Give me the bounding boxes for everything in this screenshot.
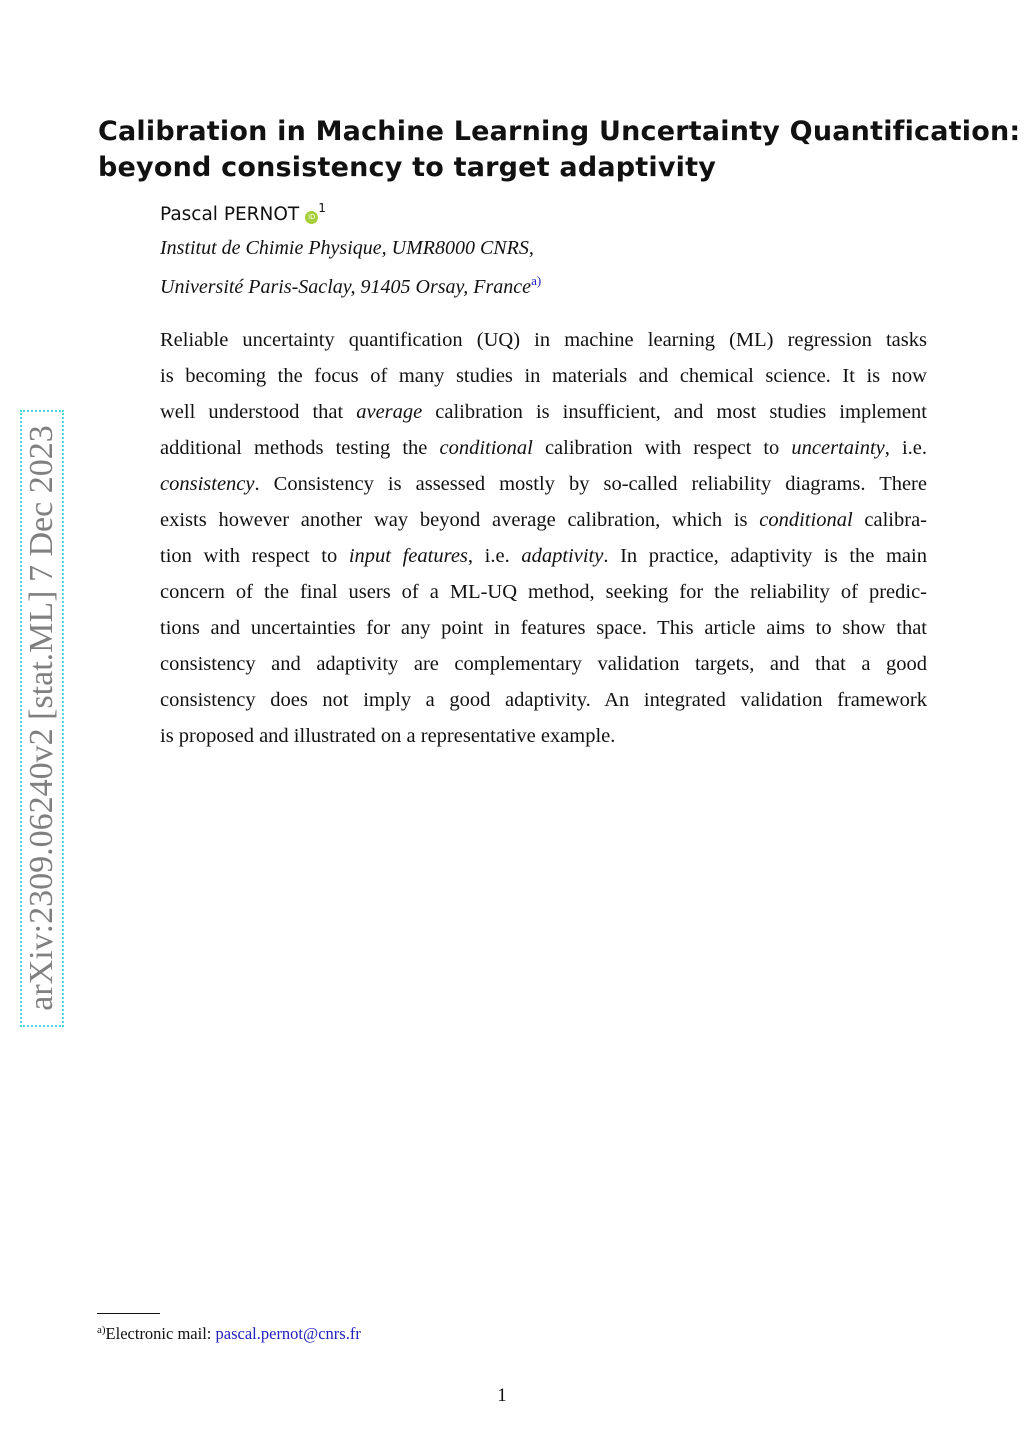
- abstract-text: Reliable uncertainty quantification (UQ) in machine learning (ML) regression tasks: [160, 329, 927, 351]
- emphasized-term: adaptivity: [521, 545, 604, 567]
- title-line-2: beyond consistency to target adaptivity: [98, 152, 717, 183]
- abstract-line: [160, 614, 927, 650]
- footnote-mark: a): [97, 1324, 106, 1336]
- abstract-text: calibra-: [852, 509, 927, 531]
- affiliation-text: Université Paris-Saclay, 91405 Orsay, France: [160, 276, 532, 298]
- abstract-line: [160, 470, 927, 506]
- orcid-icon[interactable]: iD: [305, 211, 318, 224]
- abstract-text: is proposed and illustrated on a representative example.: [160, 725, 616, 747]
- abstract-text: is becoming the focus of many studies in materials and chemical science. It is now: [160, 365, 927, 387]
- abstract-text: concern of the final users of a ML-UQ method, seeking for the reliability of predic-: [160, 581, 927, 603]
- abstract-line: [160, 362, 927, 398]
- abstract-line: [160, 434, 927, 470]
- emphasized-term: consistency: [160, 473, 255, 495]
- arxiv-identifier[interactable]: arXiv:2309.06240v2 [stat.ML] 7 Dec 2023: [23, 425, 60, 1011]
- abstract-line: [160, 398, 927, 434]
- abstract-text: , i.e.: [884, 437, 928, 459]
- abstract-line: [160, 326, 927, 362]
- abstract-text: . Consistency is assessed mostly by so-called reliability diagrams. There: [254, 473, 927, 495]
- author: [160, 201, 326, 225]
- emphasized-term: input features: [348, 545, 468, 567]
- abstract-text: . In practice, adaptivity is the main: [603, 545, 927, 567]
- emphasized-term: average: [356, 401, 423, 423]
- abstract-line: [160, 686, 927, 722]
- abstract-text: well understood that: [160, 401, 357, 423]
- affiliation-line-2: [160, 273, 541, 299]
- emphasized-term: uncertainty: [791, 437, 885, 459]
- abstract-line: [160, 542, 927, 578]
- footnote-rule: [97, 1313, 160, 1314]
- author-name: Pascal PERNOT: [160, 204, 300, 225]
- abstract-line: [160, 506, 927, 542]
- abstract-text: calibration is insufficient, and most studies implement: [422, 401, 927, 423]
- abstract-line: [160, 578, 927, 614]
- abstract-text: tion with respect to: [160, 545, 349, 567]
- abstract-text: , i.e.: [467, 545, 522, 567]
- emphasized-term: conditional: [439, 437, 533, 459]
- abstract-text: calibration with respect to: [532, 437, 792, 459]
- abstract-text: tions and uncertainties for any point in features space. This article aims to show that: [160, 617, 927, 639]
- footnote: [97, 1324, 361, 1344]
- title-line-1: Calibration in Machine Learning Uncertainty Quantification:: [98, 116, 1021, 147]
- affiliation-line-1: Institut de Chimie Physique, UMR8000 CNRS,: [160, 237, 534, 259]
- abstract-line: [160, 650, 927, 686]
- email-link[interactable]: pascal.pernot@cnrs.fr: [215, 1324, 361, 1343]
- page-number: 1: [497, 1385, 507, 1406]
- abstract-text: consistency and adaptivity are complementary validation targets, and that a good: [160, 653, 927, 675]
- affiliation-mark: 1: [318, 201, 326, 215]
- abstract-line: [160, 722, 927, 758]
- abstract-text: additional methods testing the: [160, 437, 440, 459]
- emphasized-term: conditional: [759, 509, 853, 531]
- footnote-link[interactable]: a): [531, 273, 542, 288]
- abstract-text: exists however another way beyond average calibration, which is: [160, 509, 760, 531]
- footnote-label: Electronic mail:: [105, 1324, 216, 1343]
- paper-title: [98, 114, 1020, 186]
- abstract-text: consistency does not imply a good adaptivity. An integrated validation framework: [160, 689, 927, 711]
- abstract: [160, 326, 927, 758]
